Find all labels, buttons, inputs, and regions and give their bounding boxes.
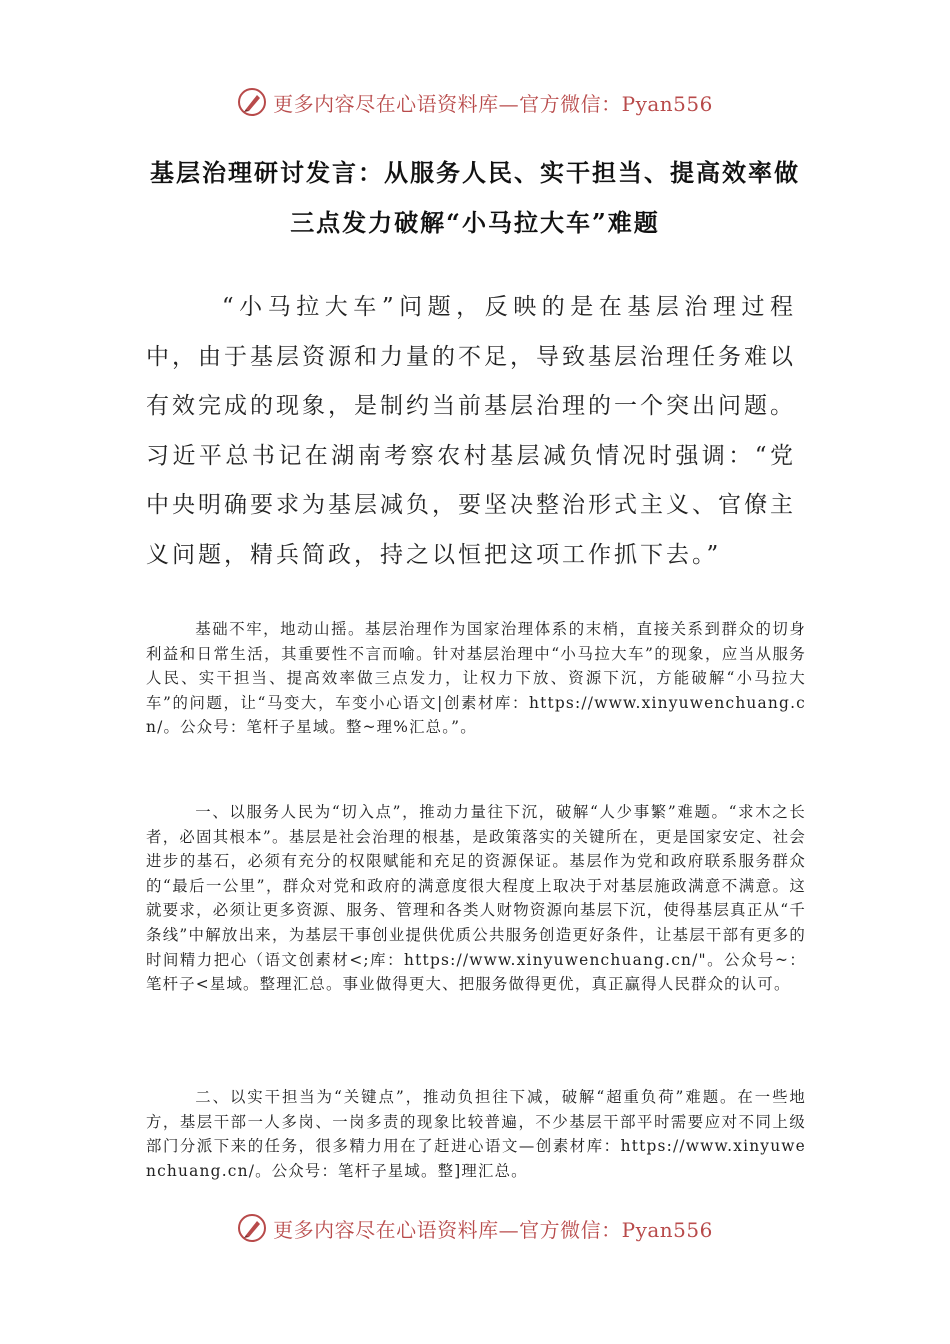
banner-text: 更多内容尽在心语资料库—官方微信：Pyan556: [273, 91, 713, 116]
body-paragraph-section-2: 二、以实干担当为“关键点”，推动负担往下减，破解“超重负荷”难题。在一些地方，基层干部一人多岗、一岗多责的现象比较普遍，不少基层干部平时需要应对不同上级部门分派下来的任务，很多精力用在了赶进心语文—创素材库：https://www.xinyuwenchuang.cn/。公众号：笔杆子星域。整]理汇总。: [146, 1088, 806, 1180]
body-paragraph-intro: 基础不牢，地动山摇。基层治理作为国家治理体系的末梢，直接关系到群众的切身利益和日常生活，其重要性不言而喻。针对基层治理中“小马拉大车”的现象，应当从服务人民、实干担当、提高效率做三点发力，让权力下放、资源下沉，方能破解“小马拉大车”的问题，让“马变大，车变小心语文|创素材库：https://www.xinyuwenchuang.cn/。公众号：笔杆子星域。整~理%汇总。”。: [146, 620, 806, 737]
banner-text: 更多内容尽在心语资料库—官方微信：Pyan556: [273, 1217, 713, 1242]
footer-watermark-banner: [0, 1208, 950, 1248]
lead-paragraph: “小马拉大车”问题，反映的是在基层治理过程中，由于基层资源和力量的不足，导致基层治理任务难以有效完成的现象，是制约当前基层治理的一个突出问题。习近平总书记在湖南考察农村基层减负情况时强调：“党中央明确要求为基层减负，要坚决整治形式主义、官僚主义问题，精兵简政，持之以恒把这项工作抓下去。”: [146, 294, 796, 568]
pen-nib-circle-icon: [237, 87, 267, 117]
pen-nib-circle-icon: [237, 1213, 267, 1243]
document-title-line-2: 三点发力破解“小马拉大车”难题: [290, 208, 660, 237]
document-title-line-1: 基层治理研讨发言：从服务人民、实干担当、提高效率做: [150, 158, 800, 187]
header-watermark-banner: [0, 82, 950, 122]
body-paragraph-section-1: 一、以服务人民为“切入点”，推动力量往下沉，破解“人少事繁”难题。“求木之长者，必固其根本”。基层是社会治理的根基，是政策落实的关键所在，更是国家安定、社会进步的基石，必须有充分的权限赋能和充足的资源保证。基层作为党和政府联系服务群众的“最后一公里”，群众对党和政府的满意度很大程度上取决于对基层施政满意不满意。这就要求，必须让更多资源、服务、管理和各类人财物资源向基层下沉，使得基层真正从“千条线”中解放出来，为基层干事创业提供优质公共服务创造更好条件，让基层干部有更多的时间精力把心（语文创素材<;库：https://www.xinyuwenchuang.cn/"。公众号~：笔杆子<星域。整理汇总。事业做得更大、把服务做得更优，真正赢得人民群众的认可。: [146, 803, 806, 994]
